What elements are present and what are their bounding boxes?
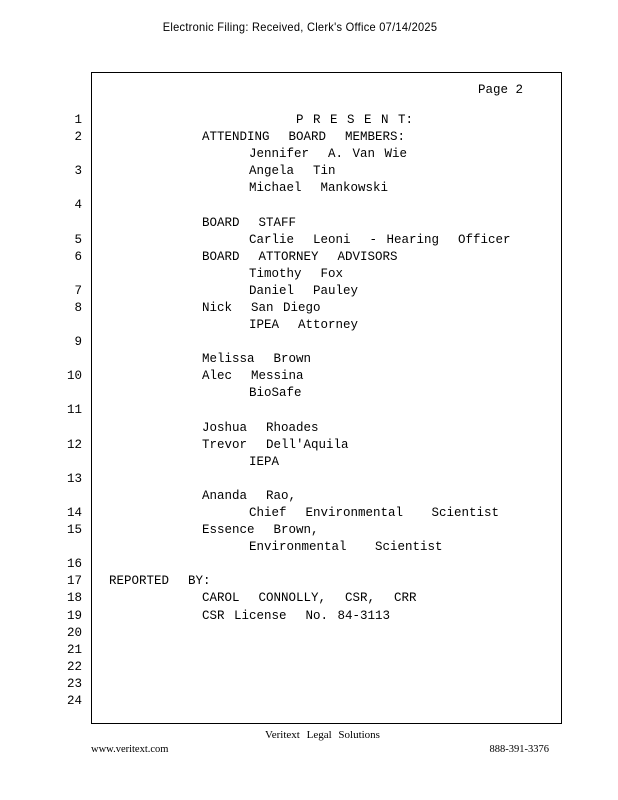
footer-company: Veritext Legal Solutions (265, 729, 380, 741)
transcript-line: Alec Messina (202, 369, 304, 383)
transcript-line: Melissa Brown (202, 352, 312, 366)
transcript-line: Joshua Rhoades (202, 421, 319, 435)
line-number: 3 (74, 164, 82, 178)
line-number: 19 (66, 609, 82, 623)
line-number: 9 (74, 335, 82, 349)
footer-website: www.veritext.com (91, 744, 169, 755)
transcript-line: Angela Tin (249, 164, 336, 178)
line-number: 18 (66, 591, 82, 605)
transcript-line: Essence Brown, (202, 523, 319, 537)
line-number: 15 (66, 523, 82, 537)
line-number: 12 (66, 438, 82, 452)
filing-header: Electronic Filing: Received, Clerk's Office 07/14/2025 (162, 20, 438, 34)
line-number: 10 (66, 369, 82, 383)
transcript-line: Ananda Rao, (202, 489, 297, 503)
line-number: 13 (66, 472, 82, 486)
line-number: 17 (66, 574, 82, 588)
line-number: 21 (66, 643, 82, 657)
transcript-line: Nick San Diego (202, 301, 321, 315)
transcript-line: Chief Environmental Scientist (249, 506, 500, 520)
transcript-line: BOARD ATTORNEY ADVISORS (202, 250, 398, 264)
transcript-line: Michael Mankowski (249, 181, 389, 195)
line-number: 8 (74, 301, 82, 315)
transcript-line: Carlie Leoni - Hearing Officer (249, 233, 511, 247)
transcript-line: Trevor Dell'Aquila (202, 438, 349, 452)
transcript-line: IEPA (249, 455, 280, 469)
line-number: 7 (74, 284, 82, 298)
line-number: 1 (74, 113, 82, 127)
transcript-line: BOARD STAFF (202, 216, 297, 230)
transcript-line: IPEA Attorney (249, 318, 359, 332)
line-number: 22 (66, 660, 82, 674)
line-number: 11 (66, 403, 82, 417)
line-number: 20 (66, 626, 82, 640)
line-number: 2 (74, 130, 82, 144)
page-number: Page 2 (478, 83, 524, 97)
line-number: 23 (66, 677, 82, 691)
transcript-line: Timothy Fox (249, 267, 344, 281)
transcript-line: P R E S E N T: (296, 113, 414, 127)
line-number: 24 (66, 694, 82, 708)
transcript-line: CSR License No. 84-3113 (202, 609, 391, 623)
line-number: 16 (66, 557, 82, 571)
transcript-line: Jennifer A. Van Wie (249, 147, 408, 161)
transcript-line: Daniel Pauley (249, 284, 359, 298)
transcript-line: ATTENDING BOARD MEMBERS: (202, 130, 406, 144)
transcript-line: Environmental Scientist (249, 540, 443, 554)
line-number: 6 (74, 250, 82, 264)
transcript-line: BioSafe (249, 386, 302, 400)
line-number: 5 (74, 233, 82, 247)
footer-phone: 888-391-3376 (489, 744, 549, 755)
line-number: 4 (74, 198, 82, 212)
transcript-line: REPORTED BY: (109, 574, 211, 588)
line-number: 14 (66, 506, 82, 520)
transcript-line: CAROL CONNOLLY, CSR, CRR (202, 591, 417, 605)
